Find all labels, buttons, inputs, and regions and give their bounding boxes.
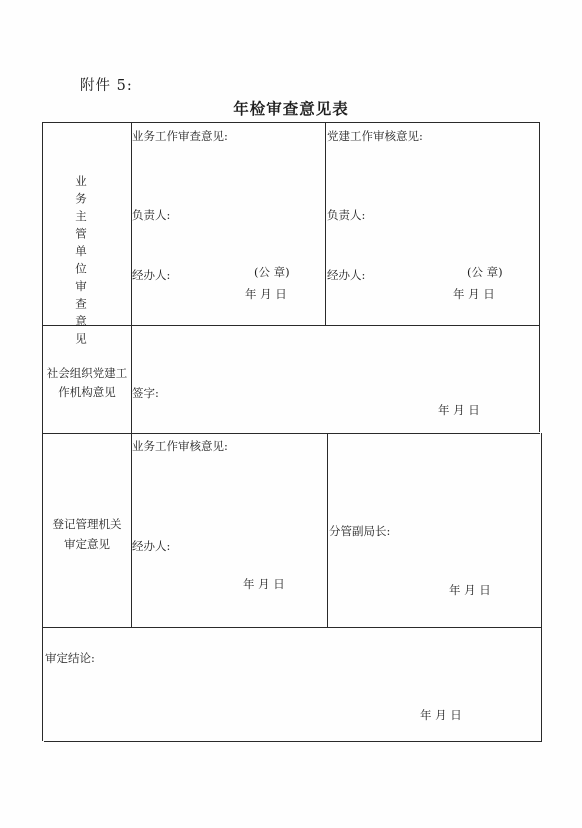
- section2-label: 社会组织党建工 作机构意见: [46, 366, 128, 399]
- signature-label: 签字:: [132, 386, 159, 400]
- business-audit-heading: 业务工作审核意见:: [132, 439, 228, 453]
- business-date: 年 月 日: [245, 287, 287, 301]
- registry-business-date: 年 月 日: [243, 577, 285, 591]
- conclusion-label: 审定结论:: [45, 651, 95, 665]
- party-seal-label: (公 章): [467, 265, 503, 279]
- annex-label: 附件 5:: [80, 78, 133, 94]
- party-date: 年 月 日: [453, 287, 495, 301]
- deputy-director-label: 分管副局长:: [329, 524, 391, 538]
- party-handler-label: 经办人:: [327, 268, 366, 282]
- business-seal-label: (公 章): [254, 265, 290, 279]
- registry-handler-label: 经办人:: [132, 539, 171, 553]
- deputy-date: 年 月 日: [449, 583, 491, 597]
- form-title: 年检审查意见表: [233, 99, 349, 118]
- conclusion-date: 年 月 日: [420, 708, 462, 722]
- business-responsible-label: 负责人:: [132, 208, 171, 222]
- section2-date: 年 月 日: [438, 403, 480, 417]
- section3-label: 登记管理机关 审定意见: [52, 517, 122, 551]
- business-handler-label: 经办人:: [132, 268, 171, 282]
- business-review-heading: 业务工作审查意见:: [132, 129, 228, 143]
- section1-label: 业务主管单位审查意见: [74, 175, 88, 350]
- party-responsible-label: 负责人:: [327, 208, 366, 222]
- party-review-heading: 党建工作审核意见:: [327, 129, 423, 143]
